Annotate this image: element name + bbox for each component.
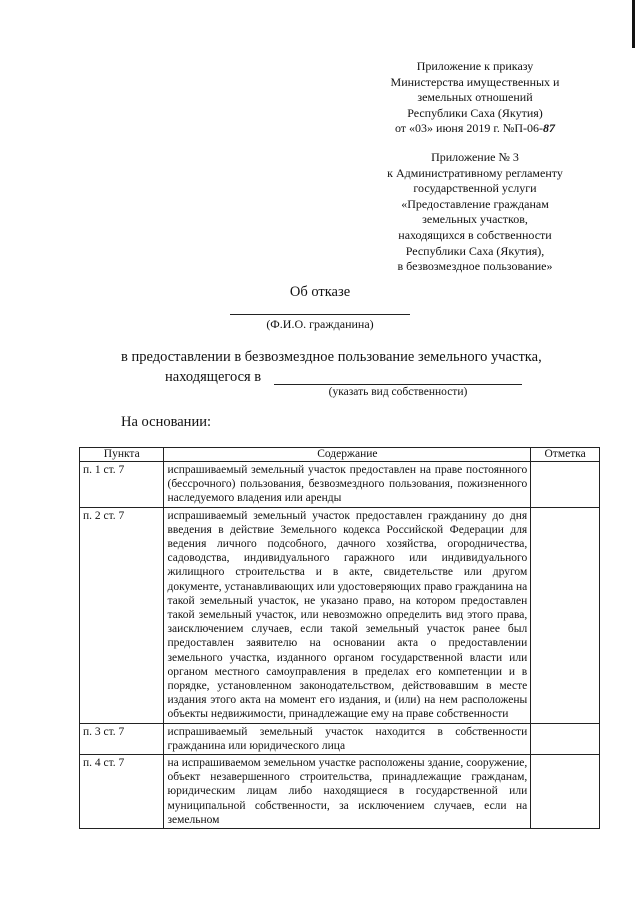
table-header-row — [80, 448, 600, 462]
annex-regulation-line: к Административному регламенту — [387, 165, 563, 180]
annex-order-line: Республики Саха (Якутия) — [407, 105, 543, 120]
row-point: п. 4 ст. 7 — [80, 755, 164, 829]
annex-regulation-line: в безвозмездное пользование» — [397, 259, 553, 274]
header-point: Пункта — [80, 448, 164, 462]
row-content: на испрашиваемом земельном участке расположены здание, сооружение, объект незавершенного строительства, принадлежащие гражданам, юридическим лицам либо находящиеся в государственной или муниципальной собственности, за исключением случаев, если на земельном — [164, 755, 531, 829]
subject-line-2: находящегося в — [165, 369, 262, 385]
row-mark-cell[interactable] — [531, 755, 600, 829]
row-point: п. 1 ст. 7 — [80, 462, 164, 508]
basis-label: На основании: — [121, 414, 211, 430]
table-row — [80, 507, 600, 723]
row-content: испрашиваемый земельный участок предоставлен на праве постоянного (бессрочного) пользования, безвозмездного пользования, пожизненного наследуемого владения или аренды — [164, 462, 531, 508]
subject-line-1: в предоставлении в безвозмездное пользование земельного участка, — [121, 349, 542, 365]
annex-regulation-line: Республики Саха (Якутия), — [405, 243, 545, 258]
table-row — [80, 462, 600, 508]
row-mark-cell[interactable] — [531, 723, 600, 754]
table-row — [80, 723, 600, 754]
annex-order-line: земельных отношений — [417, 90, 533, 105]
annex-order-line: от «03» июня 2019 г. №П-06- — [394, 121, 544, 136]
handwritten-order-number: 87 — [543, 121, 556, 136]
row-content: испрашиваемый земельный участок находится в собственности гражданина или юридического лица — [164, 723, 531, 754]
annex-regulation-block — [360, 150, 590, 275]
grounds-table — [79, 447, 600, 829]
annex-order-block — [360, 59, 590, 137]
row-point: п. 3 ст. 7 — [80, 723, 164, 754]
annex-order-line: Министерства имущественных и — [390, 74, 560, 89]
ownership-blank-line — [274, 384, 522, 385]
row-point: п. 2 ст. 7 — [80, 507, 164, 723]
annex-regulation-line: «Предоставление гражданам — [401, 196, 549, 211]
row-mark-cell[interactable] — [531, 507, 600, 723]
ownership-caption: (указать вид собственности) — [328, 386, 468, 398]
scan-edge-line — [632, 0, 635, 48]
annex-order-line: Приложение к приказу — [416, 59, 534, 73]
table-row — [80, 755, 600, 829]
refusal-title: Об отказе — [289, 284, 351, 300]
row-mark-cell[interactable] — [531, 462, 600, 508]
fio-caption: (Ф.И.О. гражданина) — [266, 317, 374, 331]
annex-regulation-line: Приложение № 3 — [431, 150, 519, 164]
annex-order-date-line — [360, 121, 590, 137]
annex-regulation-line: земельных участков, — [422, 212, 528, 227]
header-content: Содержание — [164, 448, 531, 462]
header-mark: Отметка — [531, 448, 600, 462]
fio-blank-line — [230, 314, 410, 315]
annex-regulation-line: государственной услуги — [413, 181, 537, 196]
row-content: испрашиваемый земельный участок предоставлен гражданину до дня введения в действие Земельного кодекса Российской Федерации для ведения личного подсобного, дачного хозяйства, огородничества, садоводства, индивидуального гаражного или индивидуального жилищного строительства и в акте, свидетельстве или другом документе, устанавливающих или удостоверяющих право гражданина на такой земельный участок, не указано право, на котором предоставлен такой земельный участок, или невозможно определить вид этого права, заисключением случаев, если такой земельный участок ранее был предоставлен заявителю на основании акта о предоставлении земельного участка, изданного органом государственной власти или органом местного самоуправления в пределах его компетенции и в порядке, установленном законодательством, действовавшим в месте издания этого акта на момент его издания, и (или) на нем расположены объекты недвижимости, принадлежащие ему на праве собственности — [164, 507, 531, 723]
annex-regulation-line: находящихся в собственности — [398, 227, 552, 242]
